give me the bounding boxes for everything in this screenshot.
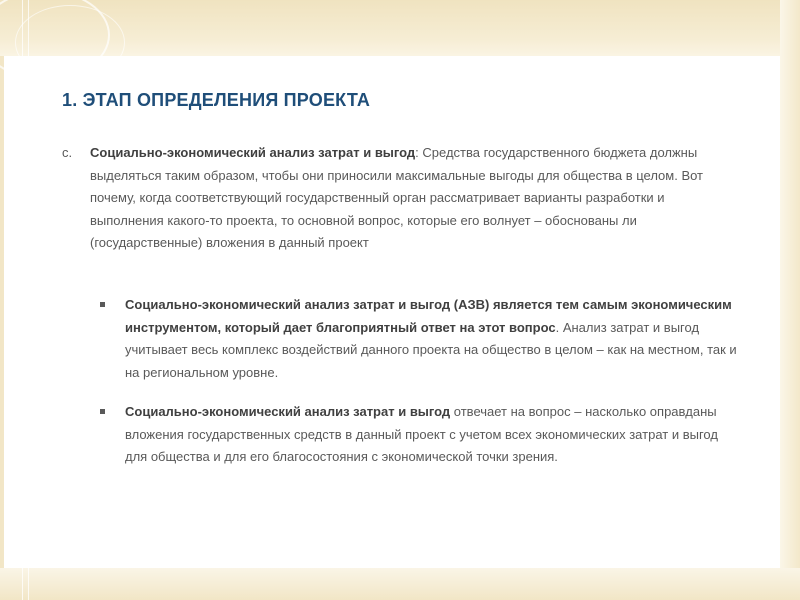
square-bullet-icon [100, 302, 105, 307]
square-bullet-icon [100, 409, 105, 414]
item-marker: c. [62, 145, 73, 160]
bullet-text [125, 294, 740, 384]
decorative-frame-right [780, 0, 800, 600]
item-c-text [90, 142, 722, 255]
item-c-bold-text: Социально-экономический анализ затрат и выгод [90, 145, 416, 160]
decorative-frame-bottom [0, 568, 800, 600]
bullet-bold-text: Социально-экономический анализ затрат и выгод (АЗВ) является тем самым экономическим инструментом, который дает благоприятный ответ на этот вопрос [125, 297, 732, 335]
item-c-paragraph [62, 142, 722, 255]
bullet-bold-text: Социально-экономический анализ затрат и выгод [125, 404, 451, 419]
bullet-item [100, 401, 740, 469]
bullet-body-text: . Анализ затрат и выгод учитывает весь комплекс воздействий данного проекта на общество в целом – как на местном, так и на региональном уровне. [125, 319, 737, 380]
bullet-item [100, 294, 740, 384]
slide-title: 1. ЭТАП ОПРЕДЕЛЕНИЯ ПРОЕКТА [62, 90, 371, 110]
bullet-text [125, 401, 740, 469]
item-c-body-text: : Средства государственного бюджета должны выделяться таким образом, чтобы они приносили максимальные выгоды для общества в целом. Вот почему, когда соответствующий государственный орган рассматривает варианты разработки и выполнения какого-то проекта, то основной вопрос, которые его волнует – обоснованы ли (государственные) вложения в данный проект [90, 145, 704, 251]
bullet-body-text: отвечает на вопрос – насколько оправданы вложения государственных средств в данный проект с учетом всех экономических затрат и выгод для общества и для его благосостояния с экономической точки зрения. [125, 404, 718, 465]
